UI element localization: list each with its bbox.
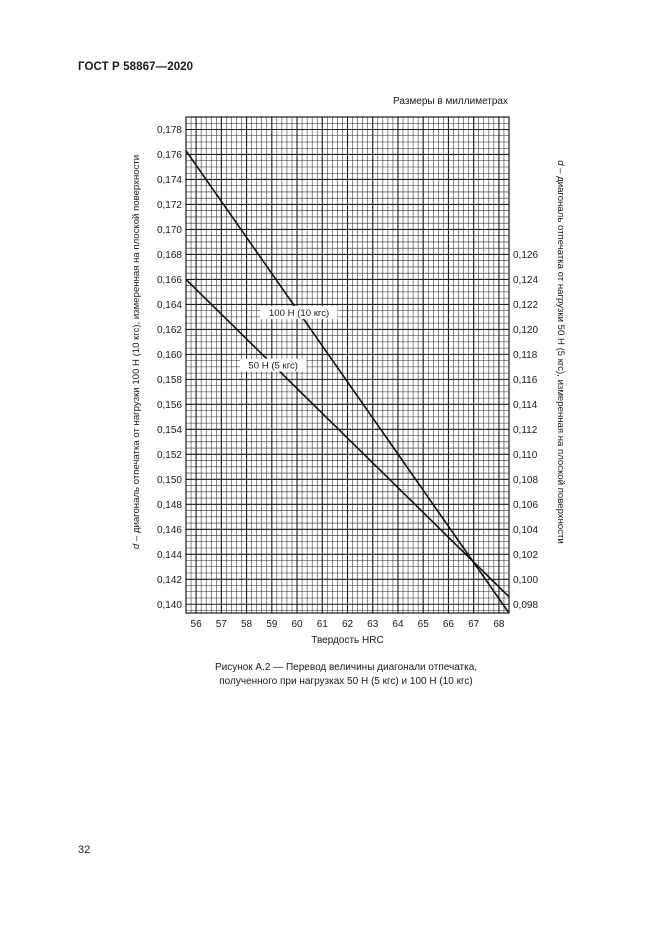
series-label: 100 Н (10 кгс)	[268, 308, 330, 320]
y-tick-label-left: 0,164	[156, 299, 182, 311]
x-tick-label: 59	[266, 619, 278, 630]
y-tick-label-left: 0,172	[156, 199, 182, 211]
x-tick-label: 63	[367, 619, 379, 630]
y-tick-label-left: 0,176	[156, 149, 182, 161]
y-tick-label-right: 0,120	[513, 324, 539, 336]
x-tick-label: 57	[215, 619, 227, 630]
y-tick-label-left: 0,158	[156, 374, 182, 386]
y-tick-label-left: 0,162	[156, 324, 182, 336]
x-tick-label: 58	[241, 619, 253, 630]
y-tick-label-right: 0,112	[513, 424, 538, 436]
x-tick-label: 68	[493, 619, 505, 630]
page-number: 32	[78, 844, 91, 856]
y-tick-label-right: 0,110	[513, 449, 538, 461]
x-tick-label: 64	[392, 619, 404, 630]
y-axis-right-symbol: d	[555, 160, 566, 166]
y-tick-label-left: 0,140	[156, 599, 182, 611]
caption-line-2: полученного при нагрузках 50 Н (5 кгс) и 100 Н (10 кгс)	[219, 676, 473, 687]
y-tick-label-right: 0,122	[513, 299, 539, 311]
y-tick-label-left: 0,146	[156, 524, 182, 536]
y-tick-label-left: 0,144	[156, 549, 182, 561]
y-tick-label-left: 0,168	[156, 249, 182, 261]
y-axis-left-symbol: d	[131, 543, 142, 550]
y-tick-label-right: 0,116	[513, 374, 538, 386]
dimensions-note: Размеры в миллиметрах	[393, 96, 508, 107]
y-axis-left-label	[131, 155, 142, 549]
x-tick-label: 66	[442, 619, 454, 630]
x-tick-label: 65	[417, 619, 429, 630]
x-axis-label: Твердость HRC	[311, 635, 384, 646]
y-tick-label-left: 0,178	[156, 124, 182, 136]
y-tick-label-left: 0,170	[156, 224, 182, 236]
y-tick-label-left: 0,142	[156, 574, 182, 586]
y-tick-label-left: 0,156	[156, 399, 182, 411]
y-axis-right-label	[555, 160, 566, 544]
y-tick-label-right: 0,118	[513, 349, 538, 361]
series-label: 50 Н (5 кгс)	[248, 360, 299, 372]
y-tick-label-right: 0,124	[513, 274, 539, 286]
x-tick-label: 56	[190, 619, 202, 630]
x-tick-label: 62	[341, 619, 354, 630]
y-tick-label-left: 0,166	[156, 274, 182, 286]
y-tick-label-left: 0,154	[156, 424, 182, 436]
y-tick-label-left: 0,150	[156, 474, 182, 486]
figure-caption	[196, 661, 496, 689]
y-tick-label-right: 0,114	[513, 399, 538, 411]
chart-grid	[186, 117, 509, 613]
x-tick-label: 61	[316, 619, 328, 630]
y-tick-label-left: 0,148	[156, 499, 182, 511]
y-tick-label-right: 0,126	[513, 249, 539, 261]
y-tick-label-left: 0,152	[156, 449, 182, 461]
y-tick-label-left: 0,174	[156, 174, 182, 186]
y-tick-label-right: 0,104	[513, 524, 539, 536]
y-tick-label-right: 0,100	[513, 574, 539, 586]
y-axis-right-text: – диагональ отпечатка от нагрузки 50 Н (5 кгс), измеренная на плоской поверхности	[555, 165, 566, 544]
document-header: ГОСТ Р 58867—2020	[78, 61, 194, 73]
x-tick-label: 60	[291, 619, 303, 630]
y-tick-label-right: 0,106	[513, 499, 539, 511]
y-tick-label-right: 0,102	[513, 549, 539, 561]
caption-line-1: Рисунок А.2 — Перевод величины диагонали отпечатка,	[214, 662, 478, 673]
y-tick-label-right: 0,108	[513, 474, 539, 486]
y-tick-label-left: 0,160	[156, 349, 182, 361]
y-axis-left-text: – диагональ отпечатка от нагрузки 100 Н (10 кгс), измеренная на плоской поверхности	[131, 154, 142, 544]
x-tick-label: 67	[468, 619, 480, 630]
y-tick-label-right: 0,098	[513, 599, 539, 611]
